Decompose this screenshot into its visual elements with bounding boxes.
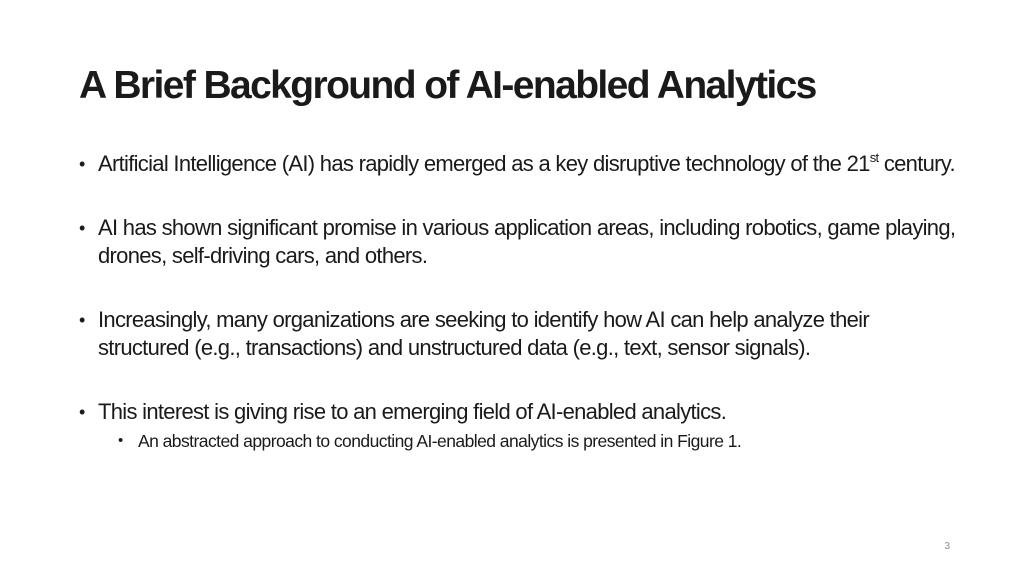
- slide-title: A Brief Background of AI-enabled Analytics: [79, 64, 816, 107]
- bullet-icon: •: [79, 310, 85, 330]
- bullet-text: Artificial Intelligence (AI) has rapidly emerged as a key disruptive technology of the 21: [98, 151, 870, 176]
- bullet-icon: •: [79, 218, 85, 238]
- bullet-text-continued: century.: [878, 151, 955, 176]
- bullet-item: [79, 398, 959, 456]
- bullet-icon: •: [79, 402, 85, 422]
- sub-bullet-text: An abstracted approach to conducting AI-enabled analytics is presented in Figure 1.: [138, 431, 742, 451]
- sub-bullet-item: [118, 426, 959, 456]
- bullet-text: This interest is giving rise to an emerging field of AI-enabled analytics.: [98, 399, 727, 424]
- bullet-item: [79, 306, 959, 362]
- bullet-list: [79, 150, 959, 456]
- bullet-icon: •: [79, 154, 85, 174]
- sub-bullet-icon: •: [118, 432, 123, 449]
- page-number: 3: [944, 541, 950, 552]
- bullet-item: [79, 214, 959, 270]
- bullet-text: Increasingly, many organizations are seeking to identify how AI can help analyze their structured (e.g., transactions) and unstructured data (e.g., text, sensor signals).: [98, 307, 869, 360]
- sub-bullet-list: [98, 426, 959, 456]
- bullet-item: [79, 150, 959, 178]
- bullet-superscript: st: [869, 150, 879, 165]
- bullet-text: AI has shown significant promise in various application areas, including robotics, game playing, drones, self-driving cars, and others.: [98, 215, 956, 268]
